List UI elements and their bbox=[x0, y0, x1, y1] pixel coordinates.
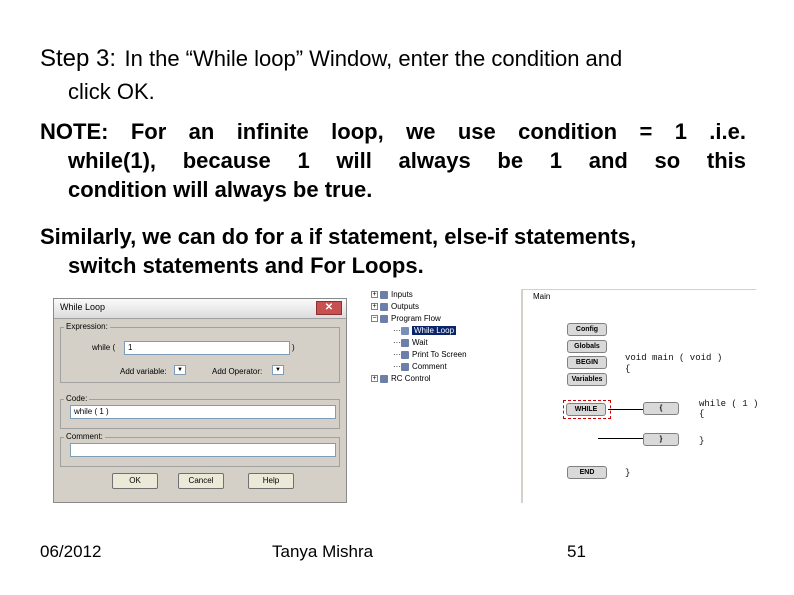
add-operator-dropdown[interactable]: ▼ bbox=[272, 365, 284, 375]
code-while-open: { bbox=[699, 409, 705, 419]
print-icon bbox=[401, 351, 409, 359]
folder-icon bbox=[380, 315, 388, 323]
while-open-brace-block[interactable]: { bbox=[643, 402, 679, 415]
while-loop-dialog bbox=[53, 298, 347, 503]
comment-input[interactable] bbox=[70, 443, 336, 457]
tree-item-label: Inputs bbox=[391, 290, 413, 299]
help-button[interactable]: Help bbox=[248, 473, 294, 489]
condition-input[interactable]: 1 bbox=[124, 341, 290, 355]
note-line2 bbox=[68, 146, 746, 175]
while-block[interactable]: WHILE bbox=[566, 403, 606, 416]
globals-block[interactable]: Globals bbox=[567, 340, 607, 353]
similar-line2: switch statements and For Loops. bbox=[68, 253, 424, 278]
note-line3: condition will always be true. bbox=[68, 177, 373, 202]
tree-item-wait[interactable]: ··· Wait bbox=[393, 338, 428, 347]
note-line2-text: while(1), because 1 will always be 1 and so this bbox=[68, 148, 746, 173]
comment-icon bbox=[401, 363, 409, 371]
program-tree bbox=[371, 289, 511, 389]
ok-button[interactable]: OK bbox=[112, 473, 158, 489]
code-main-close: } bbox=[625, 468, 631, 478]
tree-item-rc-control[interactable] bbox=[371, 373, 511, 385]
tree-item-outputs[interactable] bbox=[371, 301, 511, 313]
collapse-icon[interactable]: − bbox=[372, 315, 377, 323]
step-heading bbox=[40, 44, 622, 73]
expand-icon[interactable]: + bbox=[372, 291, 377, 299]
expression-group bbox=[60, 327, 340, 383]
note-line1-text: NOTE: For an infinite loop, we use condition = 1 .i.e. bbox=[40, 119, 746, 144]
tree-item-comment[interactable]: ··· Comment bbox=[393, 362, 447, 371]
footer-page-number: 51 bbox=[567, 542, 586, 561]
dialog-titlebar[interactable] bbox=[54, 299, 346, 319]
footer-date: 06/2012 bbox=[40, 542, 102, 561]
while-prefix: while ( bbox=[92, 343, 116, 352]
while-close-brace-block[interactable]: } bbox=[643, 433, 679, 446]
wait-icon bbox=[401, 339, 409, 347]
tree-item-inputs[interactable] bbox=[371, 289, 511, 301]
code-main-open: { bbox=[625, 364, 631, 374]
while-connector bbox=[608, 409, 643, 410]
comment-label: Comment: bbox=[66, 432, 103, 441]
folder-icon bbox=[380, 291, 388, 299]
begin-block[interactable]: BEGIN bbox=[567, 356, 607, 369]
tree-item-label: Print To Screen bbox=[412, 350, 467, 359]
code-main-signature: void main ( void ) bbox=[625, 353, 723, 363]
canvas-title: Main bbox=[533, 292, 551, 301]
loop-icon bbox=[401, 327, 409, 335]
code-label: Code: bbox=[66, 394, 88, 403]
tree-item-program-flow[interactable] bbox=[371, 313, 511, 325]
expand-icon[interactable]: + bbox=[372, 303, 377, 311]
step-instruction-line2: click OK. bbox=[68, 79, 155, 104]
code-while-close: } bbox=[699, 436, 705, 446]
folder-icon bbox=[380, 303, 388, 311]
add-operator-label: Add Operator: bbox=[212, 367, 263, 376]
step-instruction-line1: In the “While loop” Window, enter the condition and bbox=[124, 46, 623, 71]
expression-label: Expression: bbox=[66, 322, 108, 331]
tree-item-label: Wait bbox=[412, 338, 428, 347]
similar-line1: Similarly, we can do for a if statement, else-if statements, bbox=[40, 224, 637, 249]
tree-item-print-to-screen[interactable]: ··· Print To Screen bbox=[393, 350, 467, 359]
tree-item-while-loop[interactable]: ··· While Loop bbox=[393, 326, 455, 335]
step-label: Step 3: bbox=[40, 45, 117, 72]
tree-item-label: RC Control bbox=[391, 374, 431, 383]
note-line1 bbox=[40, 117, 746, 146]
tree-item-label: While Loop bbox=[414, 326, 455, 335]
footer-author: Tanya Mishra bbox=[272, 542, 374, 561]
code-field: while ( 1 ) bbox=[70, 405, 336, 419]
end-block[interactable]: END bbox=[567, 466, 607, 479]
tree-item-label: Program Flow bbox=[391, 314, 441, 323]
add-variable-dropdown[interactable]: ▼ bbox=[174, 365, 186, 375]
config-block[interactable]: Config bbox=[567, 323, 607, 336]
dialog-title: While Loop bbox=[60, 302, 106, 312]
folder-icon bbox=[380, 375, 388, 383]
cancel-button[interactable]: Cancel bbox=[178, 473, 224, 489]
main-canvas bbox=[521, 289, 759, 503]
expand-icon[interactable]: + bbox=[372, 375, 377, 383]
variables-block[interactable]: Variables bbox=[567, 373, 607, 386]
tree-item-label: Comment bbox=[412, 362, 447, 371]
code-while-line: while ( 1 ) bbox=[699, 399, 759, 409]
brace-connector bbox=[598, 438, 643, 439]
add-variable-label: Add variable: bbox=[120, 367, 167, 376]
while-suffix: ) bbox=[292, 343, 295, 352]
dialog-close-button[interactable]: ✕ bbox=[316, 301, 342, 315]
tree-item-label: Outputs bbox=[391, 302, 420, 311]
